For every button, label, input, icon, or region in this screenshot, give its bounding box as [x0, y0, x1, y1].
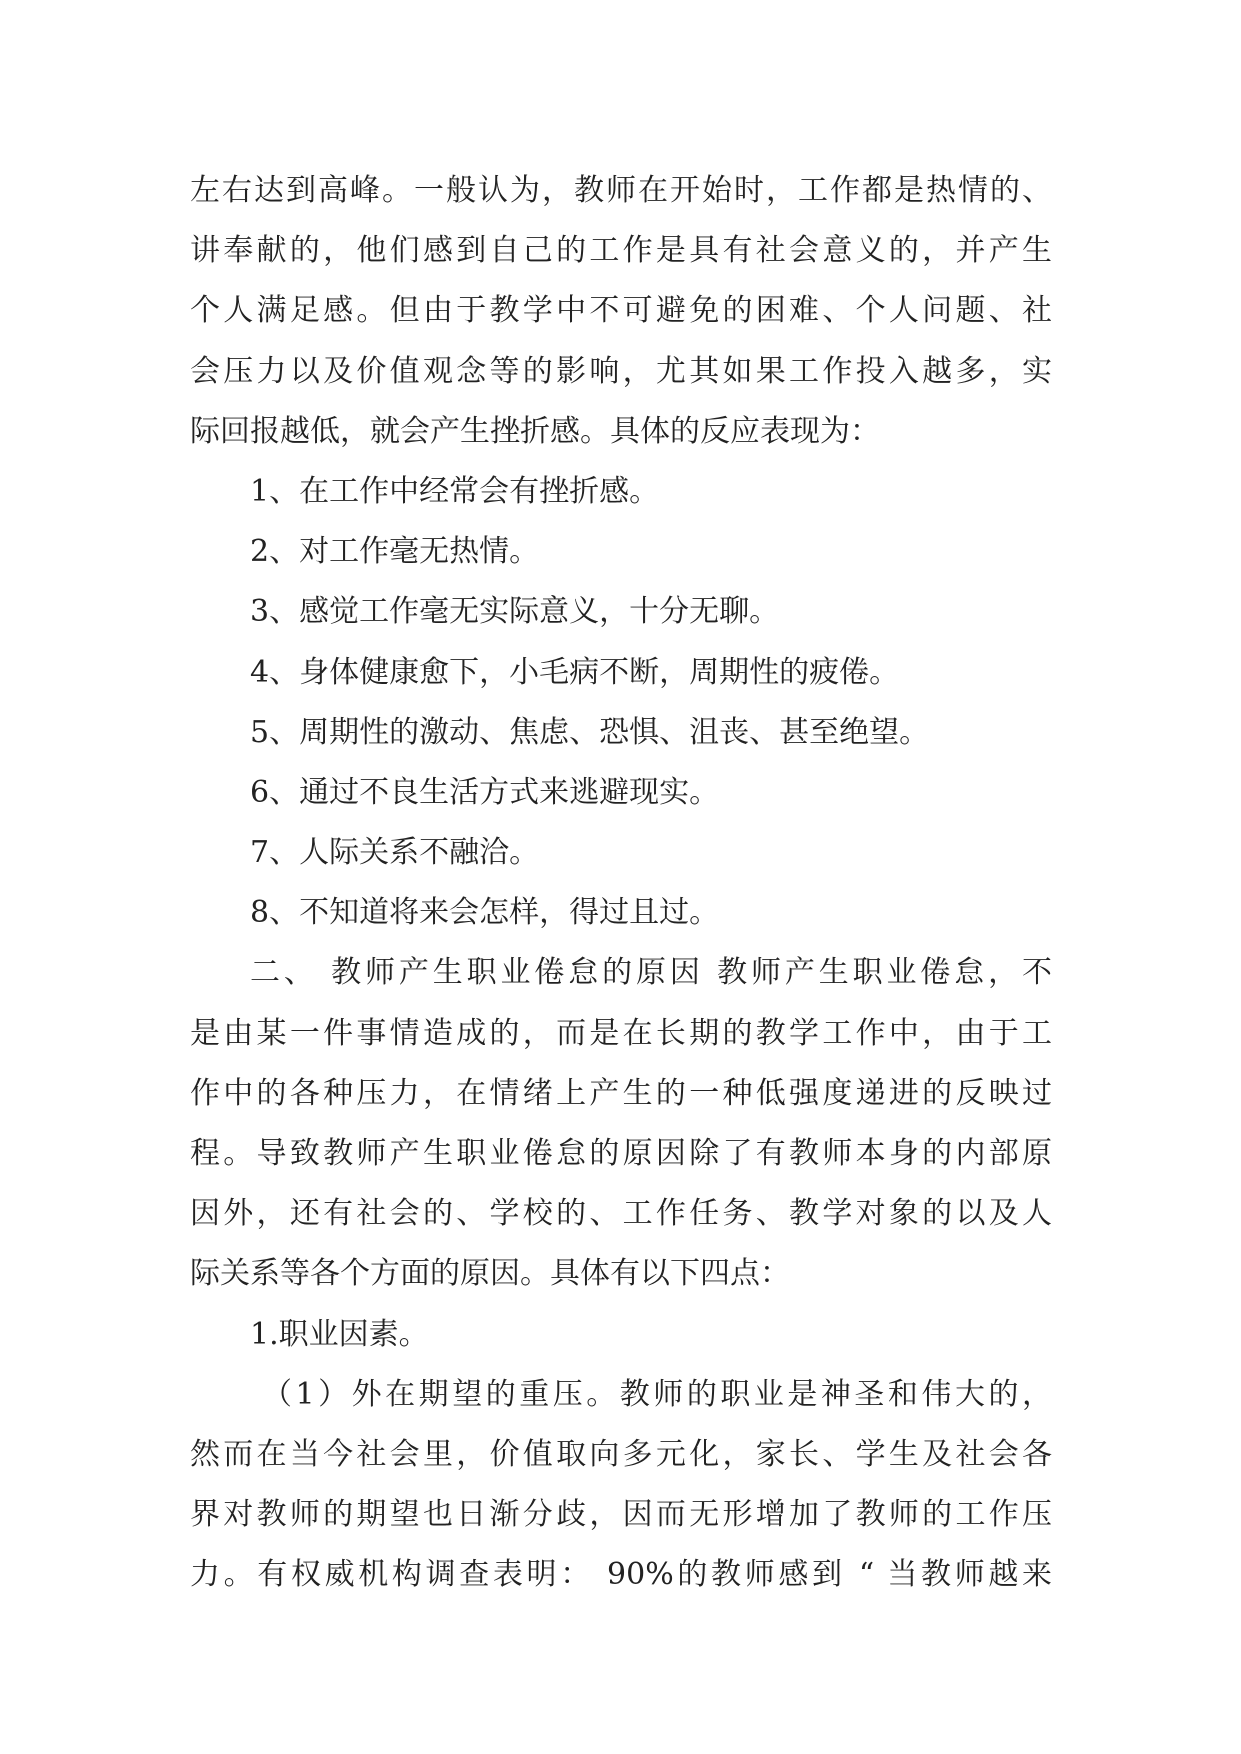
text-line: 因外，还有社会的、学校的、工作任务、教学对象的以及人	[190, 1196, 1052, 1232]
body-text	[190, 161, 1052, 1606]
text-line: 然而在当今社会里，价值取向多元化，家长、学生及社会各	[190, 1436, 1052, 1472]
text-line: 界对教师的期望也日渐分歧，因而无形增加了教师的工作压	[190, 1497, 1052, 1533]
text-line: 讲奉献的，他们感到自己的工作是具有社会意义的，并产生	[190, 233, 1052, 269]
list-item: 4、身体健康愈下，小毛病不断，周期性的疲倦。	[250, 654, 900, 690]
subheading: 1.职业因素。	[250, 1316, 429, 1352]
list-item: 5、周期性的激动、焦虑、恐惧、沮丧、甚至绝望。	[250, 714, 930, 750]
list-item: 3、感觉工作毫无实际意义，十分无聊。	[250, 594, 780, 630]
list-item: 6、通过不良生活方式来逃避现实。	[250, 774, 720, 810]
list-item: 2、对工作毫无热情。	[250, 534, 540, 570]
list-item: 1、在工作中经常会有挫折感。	[250, 473, 660, 509]
list-item: 7、人际关系不融洽。	[250, 835, 540, 871]
text-line: 左右达到高峰。一般认为，教师在开始时，工作都是热情的、	[190, 173, 1052, 208]
text-line: 际关系等各个方面的原因。具体有以下四点：	[190, 1256, 790, 1292]
text-line: 个人满足感。但由于教学中不可避免的困难、个人问题、社	[190, 293, 1052, 329]
text-line: 是由某一件事情造成的，而是在长期的教学工作中，由于工	[190, 1015, 1052, 1051]
list-item: 8、不知道将来会怎样，得过且过。	[250, 895, 720, 931]
text-line: 会压力以及价值观念等的影响，尤其如果工作投入越多，实	[190, 353, 1052, 389]
text-line: 际回报越低，就会产生挫折感。具体的反应表现为：	[190, 413, 880, 449]
section-heading-line: 二、 教师产生职业倦怠的原因 教师产生职业倦怠，不	[250, 955, 1052, 991]
text-line: 作中的各种压力，在情绪上产生的一种低强度递进的反映过	[190, 1075, 1052, 1111]
text-line: （1）外在期望的重压。教师的职业是神圣和伟大的，	[262, 1376, 1052, 1412]
text-line: 力。有权威机构调查表明： 90%的教师感到 “ 当教师越来	[190, 1557, 1052, 1593]
text-line: 程。导致教师产生职业倦怠的原因除了有教师本身的内部原	[190, 1136, 1052, 1171]
